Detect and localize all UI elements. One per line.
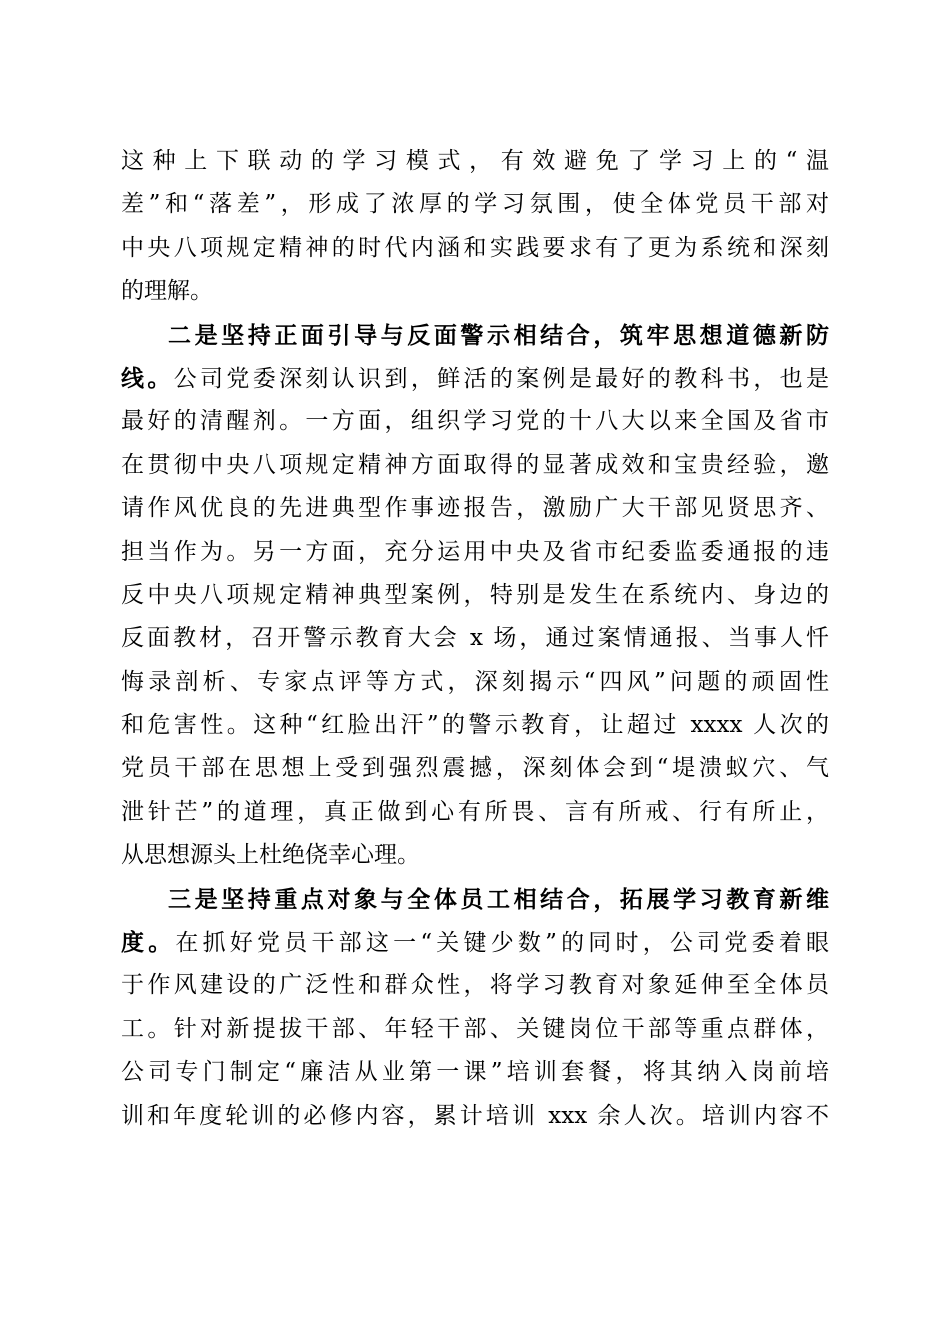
section-heading-end: 度。	[121, 929, 176, 957]
text-line: 和危害性。这种“红脸出汗”的警示教育，让超过 xxxx 人次的	[121, 712, 829, 739]
text-line: 从思想源头上杜绝侥幸心理。	[121, 842, 420, 869]
section-heading-end: 线。	[121, 364, 174, 392]
text-line: 最好的清醒剂。一方面，组织学习党的十八大以来全国及省市	[121, 408, 829, 435]
text-fragment: 公司党委深刻认识到，鲜活的案例是最好的教科书，也是	[173, 365, 830, 392]
text-line: 担当作为。另一方面，充分运用中央及省市纪委监委通报的违	[121, 538, 829, 565]
text-line: 党员干部在思想上受到强烈震撼，深刻体会到“堤溃蚁穴、气	[121, 755, 829, 782]
text-line: 反中央八项规定精神典型案例，特别是发生在系统内、身边的	[121, 581, 829, 608]
text-line: 在贯彻中央八项规定精神方面取得的显著成效和宝贵经验，邀	[121, 451, 829, 478]
text-line: 公司专门制定“廉洁从业第一课”培训套餐，将其纳入岗前培	[121, 1059, 829, 1086]
body-text	[121, 140, 829, 1138]
section-heading: 三是坚持重点对象与全体员工相结合，拓展学习教育新维	[168, 885, 829, 913]
text-line: 工。针对新提拔干部、年轻干部、关键岗位干部等重点群体，	[121, 1015, 829, 1042]
text-line: 于作风建设的广泛性和群众性，将学习教育对象延伸至全体员	[121, 972, 829, 999]
text-line: 中央八项规定精神的时代内涵和实践要求有了更为系统和深刻	[121, 234, 829, 261]
text-line: 泄针芒”的道理，真正做到心有所畏、言有所戒、行有所止，	[121, 798, 829, 825]
text-line: 悔录剖析、专家点评等方式，深刻揭示“四风”问题的顽固性	[121, 668, 829, 695]
text-line: 的理解。	[121, 278, 213, 305]
section-heading: 二是坚持正面引导与反面警示相结合，筑牢思想道德新防	[168, 321, 829, 349]
text-line: 差”和“落差”，形成了浓厚的学习氛围，使全体党员干部对	[121, 191, 829, 218]
text-line: 训和年度轮训的必修内容，累计培训 xxx 余人次。培训内容不	[121, 1102, 829, 1129]
text-line	[121, 357, 829, 400]
text-fragment: 在抓好党员干部这一“关键少数”的同时，公司党委着眼	[175, 930, 829, 957]
text-line: 反面教材，召开警示教育大会 x 场，通过案情通报、当事人忏	[121, 625, 829, 652]
text-line: 请作风优良的先进典型作事迹报告，激励广大干部见贤思齐、	[121, 495, 829, 522]
text-line: 这种上下联动的学习模式，有效避免了学习上的“温	[121, 148, 829, 174]
text-line	[121, 921, 829, 964]
